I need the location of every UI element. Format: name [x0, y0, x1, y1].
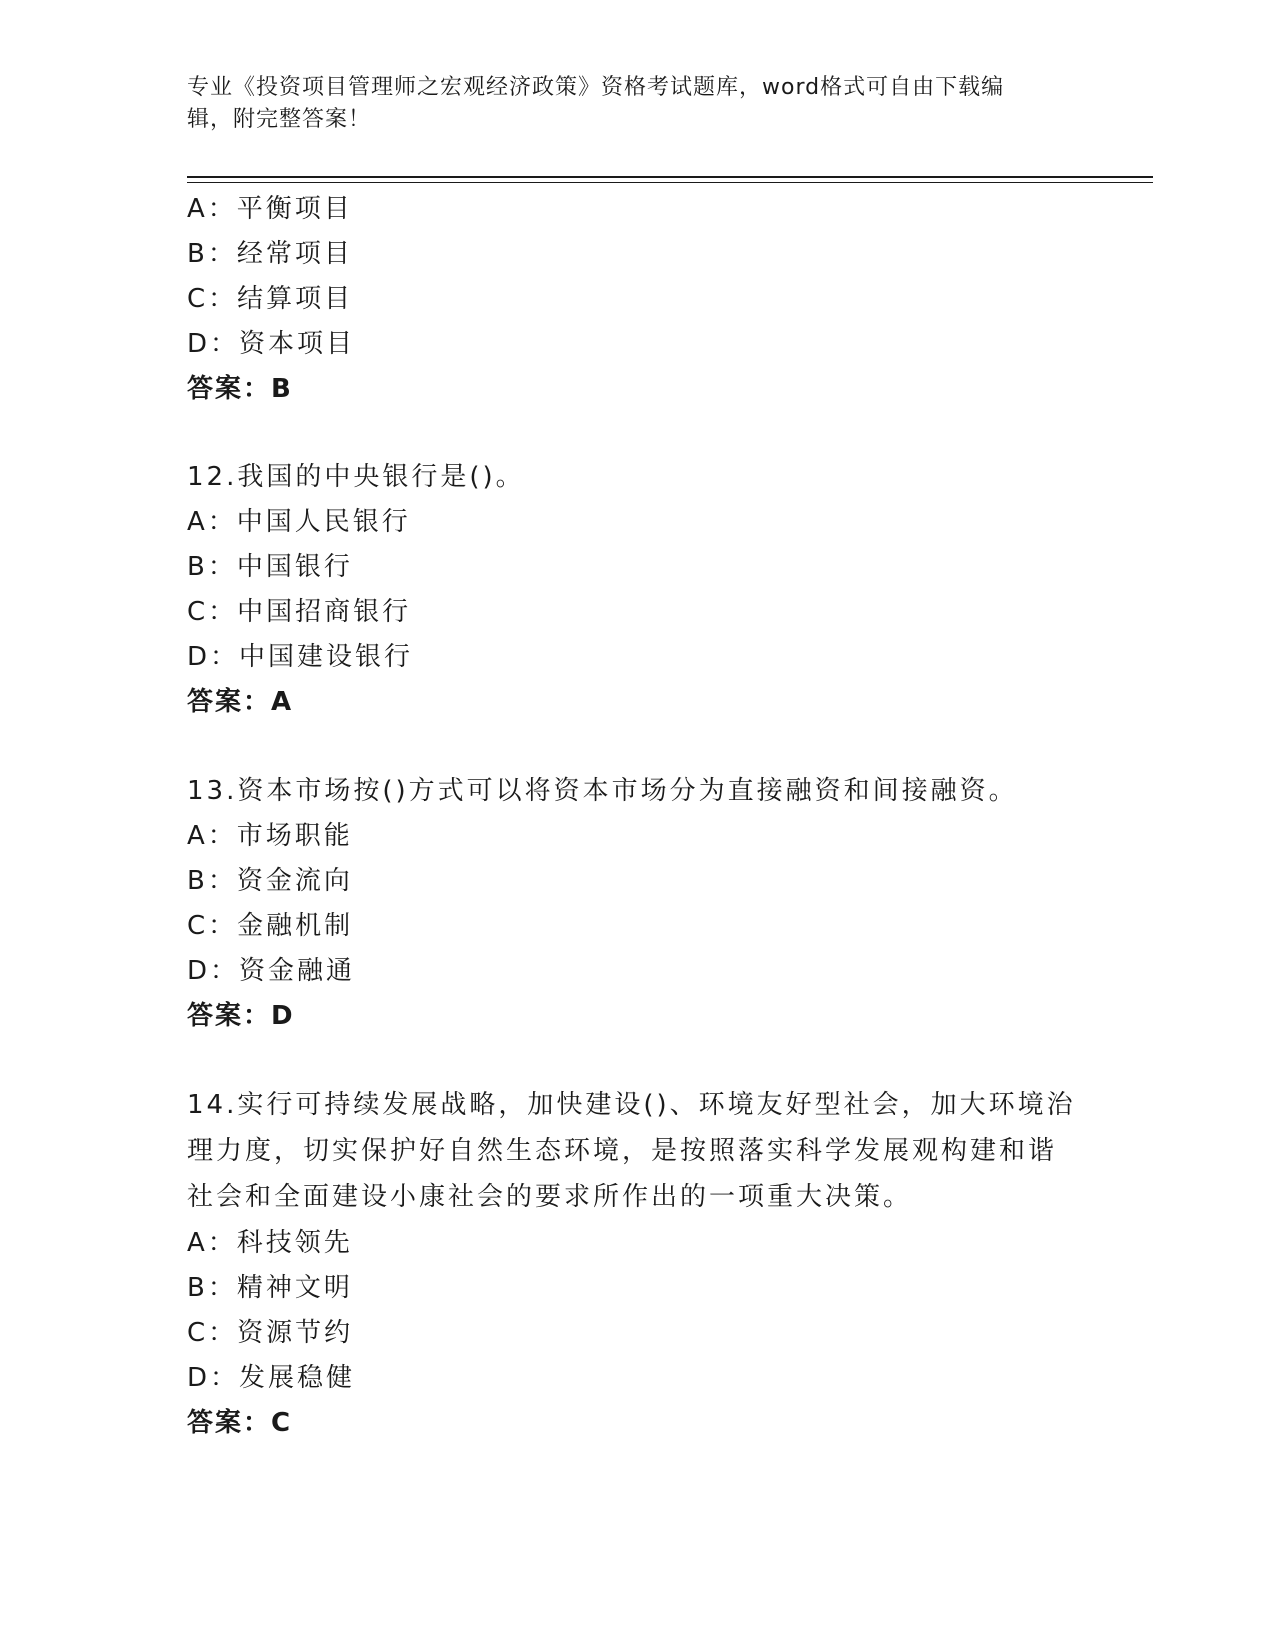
question-13-option-c: C：金融机制 — [187, 911, 354, 941]
prev-option-d: D：资本项目 — [187, 329, 356, 359]
question-12-option-a: A：中国人民银行 — [187, 507, 411, 537]
question-12-option-c: C：中国招商银行 — [187, 597, 412, 627]
question-13-option-b: B：资金流向 — [187, 866, 353, 896]
question-14-option-c: C：资源节约 — [187, 1318, 354, 1348]
question-14-option-d: D：发展稳健 — [187, 1363, 356, 1393]
question-13-option-d: D：资金融通 — [187, 956, 356, 986]
question-14-answer: 答案：C — [187, 1408, 293, 1438]
header-line-2: 辑，附完整答案！ — [187, 107, 372, 132]
question-14-option-b: B：精神文明 — [187, 1273, 353, 1303]
prev-option-b: B：经常项目 — [187, 239, 353, 269]
header-divider-thin — [187, 182, 1153, 183]
question-13-answer: 答案：D — [187, 1001, 295, 1031]
question-12-option-b: B：中国银行 — [187, 552, 353, 582]
question-14-text-line-1: 14.实行可持续发展战略，加快建设()、环境友好型社会，加大环境治 — [187, 1090, 1076, 1120]
prev-answer: 答案：B — [187, 374, 293, 404]
question-14-option-a: A：科技领先 — [187, 1228, 353, 1258]
question-12-answer: 答案：A — [187, 687, 294, 717]
prev-option-a: A：平衡项目 — [187, 194, 353, 224]
document-header — [187, 72, 1067, 136]
header-divider-thick — [187, 176, 1153, 178]
question-14-text-line-3: 社会和全面建设小康社会的要求所作出的一项重大决策。 — [187, 1182, 913, 1212]
question-12-text: 12.我国的中央银行是()。 — [187, 462, 525, 492]
question-13-text: 13.资本市场按()方式可以将资本市场分为直接融资和间接融资。 — [187, 776, 1018, 806]
question-14-text-line-2: 理力度，切实保护好自然生态环境，是按照落实科学发展观构建和谐 — [187, 1136, 1058, 1166]
header-line-1: 专业《投资项目管理师之宏观经济政策》资格考试题库，word格式可自由下载编 — [187, 75, 1005, 100]
prev-option-c: C：结算项目 — [187, 284, 354, 314]
question-13-option-a: A：市场职能 — [187, 821, 353, 851]
question-12-option-d: D：中国建设银行 — [187, 642, 414, 672]
